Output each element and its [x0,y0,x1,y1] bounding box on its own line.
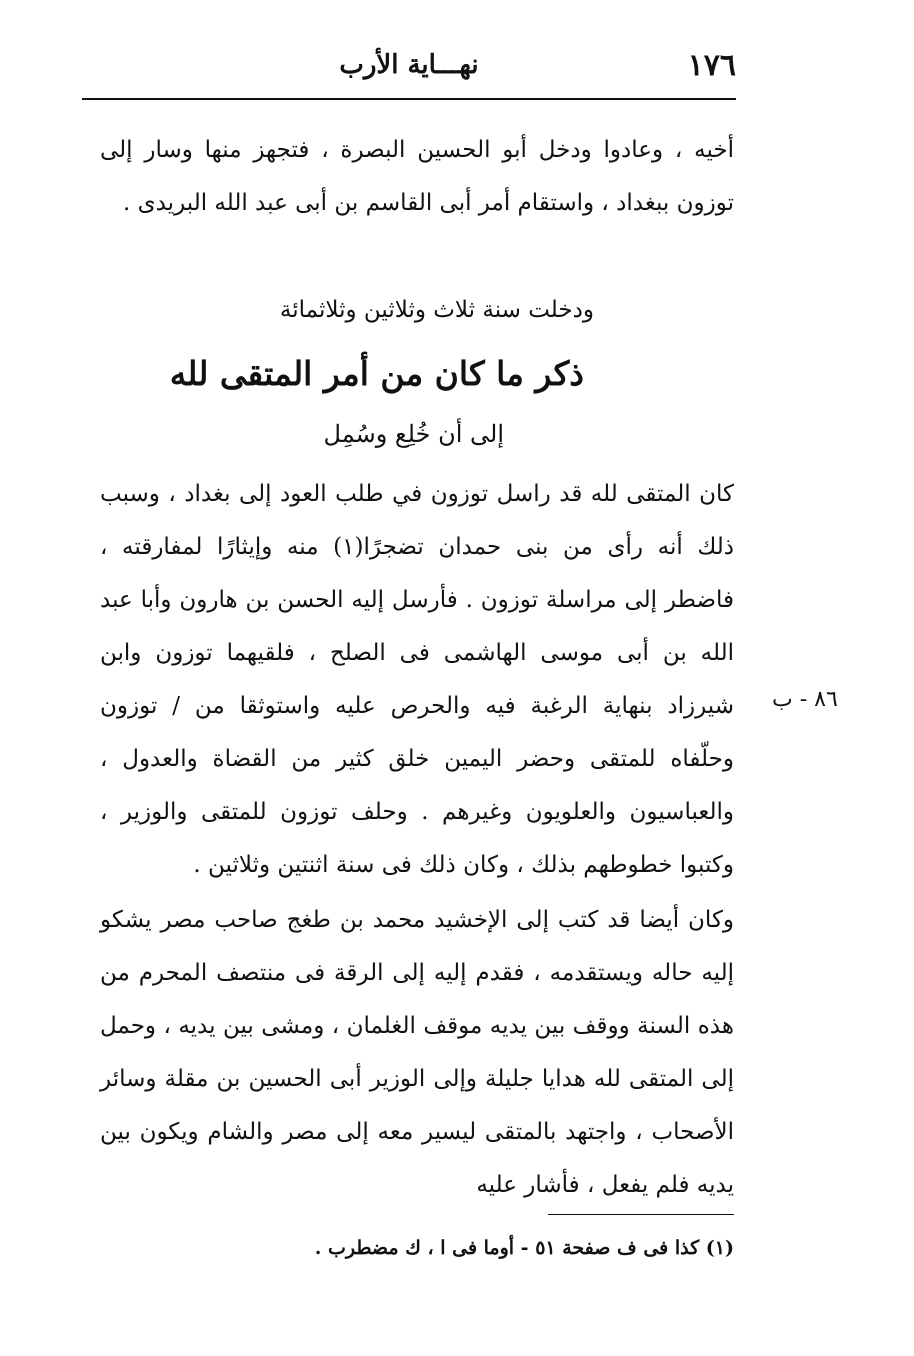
header-rule [82,98,736,100]
paragraph-mutaqqi-correspondence: كان المتقى لله قد راسل توزون في طلب العود إلى بغداد ، وسبب ذلك أنه رأى من بنى حمدان تضجرًا(١) منه وإيثارًا لمفارقته ، فاضطر إلى مراسلة توزون . فأرسل إليه الحسن بن هارون وأبا عبد الله بن أبى موسى الهاشمى فى الصلح ، فلقيهما توزون وابن شيرزاد بنهاية الرغبة فيه والحرص عليه واستوثقا من / توزون وحلّفاه للمتقى وحضر اليمين خلق كثير من القضاة والعدول ، والعباسيون والعلويون وغيرهم . وحلف توزون للمتقى والوزير ، وكتبوا خطوطهم بذلك ، وكان ذلك فى سنة اثنتين وثلاثين . [100,481,735,878]
running-title: نهـــاية الأرب [339,50,479,80]
paragraph-ikhshid: وكان أيضا قد كتب إلى الإخشيد محمد بن طغج صاحب مصر يشكو إليه حاله ويستقدمه ، فقدم إليه إلى الرقة فى منتصف المحرم من هذه السنة ووقف بين يديه موقف الغلمان ، ومشى بين يديه ، وحمل إلى المتقى لله هدايا جليلة وإلى الوزير أبى الحسين بن مقلة وسائر الأصحاب ، واجتهد بالمتقى ليسير معه إلى مصر والشام ويكون بين يديه فلم يفعل ، فأشار عليه [100,907,734,1198]
footnote: (١) كذا فى ف صفحة ٥١ - أوما فى ا ، ك مضطرب . [314,1237,734,1259]
paragraph-continuation: أخيه ، وعادوا ودخل أبو الحسين البصرة ، فتجهز منها وسار إلى توزون ببغداد ، واستقام أمر أبى القاسم بن أبى عبد الله البريدى . [100,137,734,216]
manuscript-folio-marker: ٨٦ - ب [772,687,838,712]
footnote-rule [548,1214,734,1215]
page-number: ١٧٦ [687,48,736,83]
year-entry-line: ودخلت سنة ثلاث وثلاثين وثلاثمائة [279,297,594,323]
page-header [82,48,736,96]
section-heading: ذكر ما كان من أمر المتقى لله [169,354,584,393]
section-subheading: إلى أن خُلِع وسُمِل [323,420,504,448]
